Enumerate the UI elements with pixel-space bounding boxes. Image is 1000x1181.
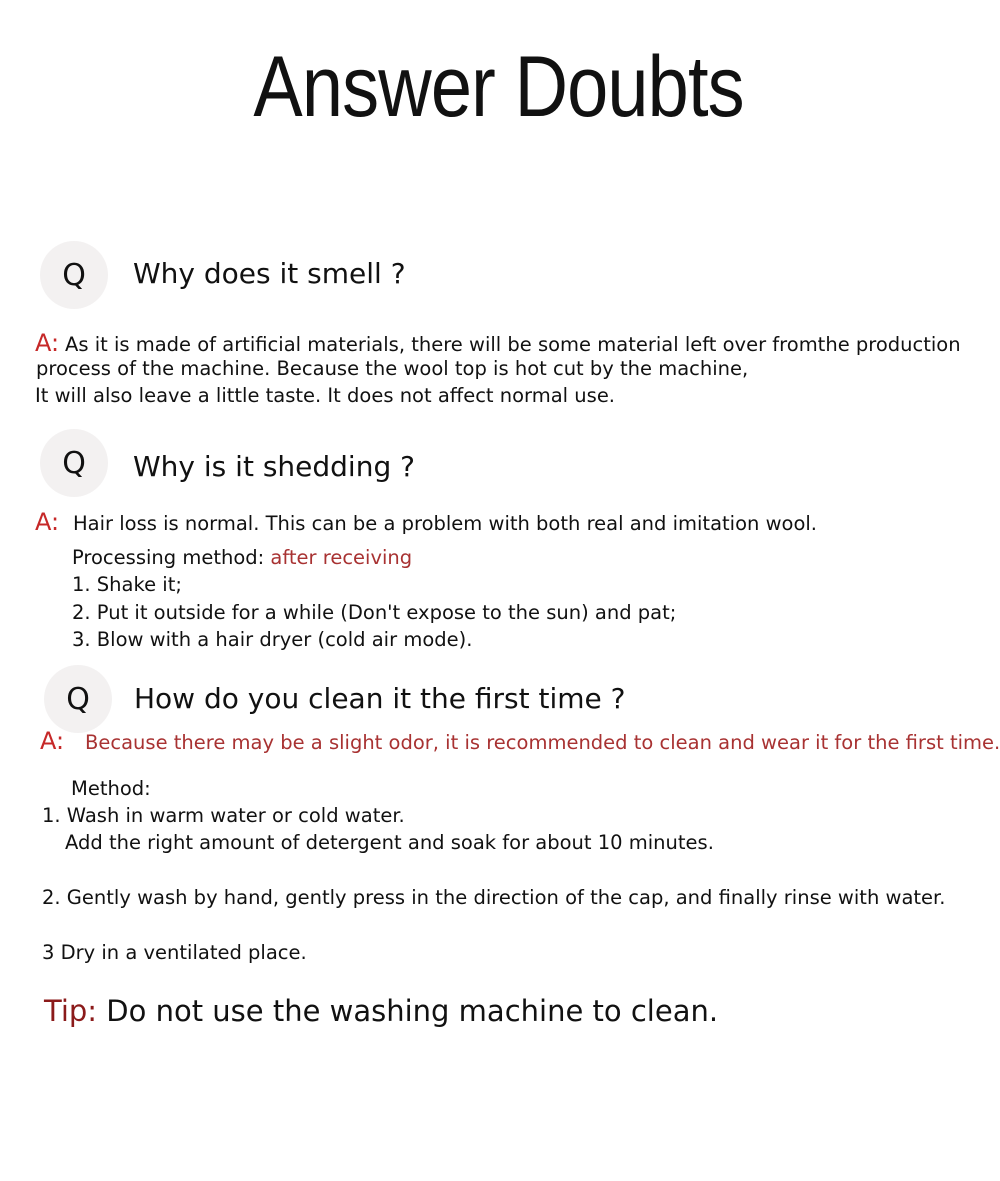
q-letter: Q bbox=[62, 257, 86, 293]
clean-step-1-detail: Add the right amount of detergent and soak for about 10 minutes. bbox=[65, 831, 714, 854]
answer-label-2: A: bbox=[35, 508, 60, 536]
answer-label-1: A: bbox=[35, 329, 60, 357]
q-badge-2 bbox=[40, 429, 108, 497]
clean-step-2: 2. Gently wash by hand, gently press in the direction of the cap, and finally rinse with water. bbox=[42, 886, 946, 909]
processing-method bbox=[72, 545, 412, 571]
shedding-step-3: 3. Blow with a hair dryer (cold air mode). bbox=[72, 628, 473, 651]
shedding-step-1: 1. Shake it; bbox=[72, 573, 182, 596]
q-letter: Q bbox=[66, 681, 90, 717]
question-3: How do you clean it the first time ? bbox=[134, 682, 626, 715]
answer-1-line-1: As it is made of artificial materials, there will be some material left over fromthe production bbox=[65, 333, 961, 356]
tip-label: Tip: bbox=[44, 994, 98, 1028]
method-label: Method: bbox=[71, 777, 151, 800]
q-badge-1 bbox=[40, 241, 108, 309]
processing-prefix: Processing method: bbox=[72, 546, 271, 569]
answer-3-line: Because there may be a slight odor, it is recommended to clean and wear it for the first time. bbox=[85, 731, 1000, 754]
tip-text: Do not use the washing machine to clean. bbox=[97, 994, 719, 1028]
q-badge-3 bbox=[44, 665, 112, 733]
q-letter: Q bbox=[62, 445, 86, 481]
tip bbox=[44, 994, 718, 1028]
question-2: Why is it shedding ? bbox=[133, 450, 415, 483]
shedding-step-2: 2. Put it outside for a while (Don't expose to the sun) and pat; bbox=[72, 601, 677, 624]
page-title: Answer Doubts bbox=[253, 39, 744, 135]
answer-1-line-2: process of the machine. Because the wool top is hot cut by the machine, bbox=[36, 357, 749, 380]
answer-label-3: A: bbox=[40, 727, 65, 755]
clean-step-1: 1. Wash in warm water or cold water. bbox=[42, 804, 405, 827]
answer-2-line: Hair loss is normal. This can be a problem with both real and imitation wool. bbox=[73, 512, 818, 535]
processing-highlight: after receiving bbox=[270, 546, 413, 569]
clean-step-3: 3 Dry in a ventilated place. bbox=[42, 941, 307, 964]
answer-1-line-3: It will also leave a little taste. It does not affect normal use. bbox=[35, 384, 616, 407]
question-1: Why does it smell ? bbox=[133, 257, 406, 290]
